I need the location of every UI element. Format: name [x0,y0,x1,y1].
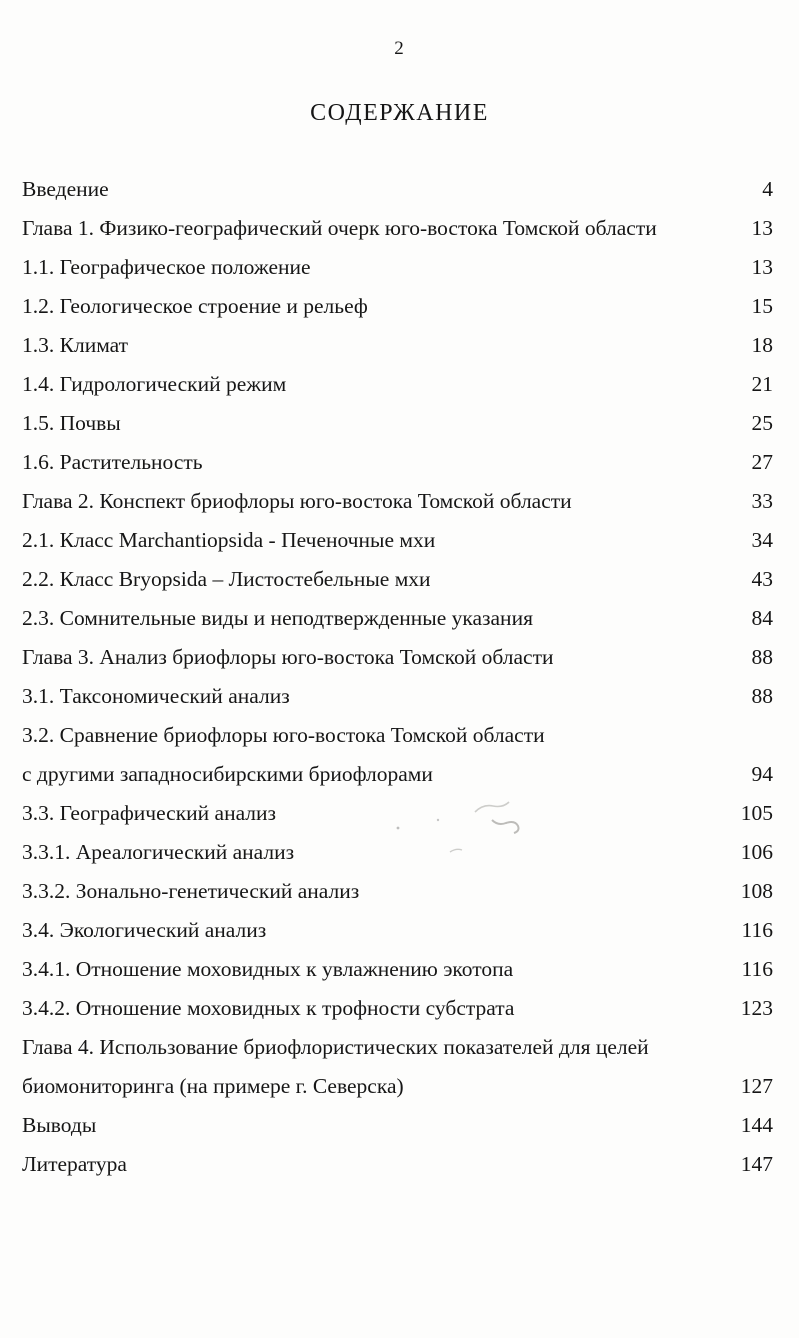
toc-entry-line: 1.5. Почвы [22,411,121,435]
toc-entry [22,911,773,950]
toc-entry-page: 18 [751,333,773,357]
toc-entry [22,287,773,326]
toc-entry [22,443,773,482]
toc-entry-label [22,911,266,950]
page-number: 2 [394,38,405,59]
toc-entry-line: 1.1. Географическое положение [22,255,311,279]
toc-entry [22,365,773,404]
toc-entry-page: 25 [751,411,773,435]
toc-entry-label [22,950,513,989]
toc-entry-label [22,872,359,911]
toc-entry-line: 2.3. Сомнительные виды и неподтвержденные указания [22,606,533,630]
toc-entry [22,1028,773,1106]
toc-entry [22,1106,773,1145]
toc-entry-page: 88 [751,684,773,708]
toc-entry-page: 13 [751,216,773,240]
toc-entry-page: 15 [751,294,773,318]
toc-entry [22,170,773,209]
toc-entry-line: Литература [22,1152,127,1176]
toc-entry-line: Введение [22,177,109,201]
toc-entry-label [22,560,431,599]
toc-entry-page: 123 [740,996,773,1020]
toc-entry-label [22,833,294,872]
toc-entry-page: 116 [741,918,773,942]
toc-entry-label [22,1028,649,1106]
toc-entry-page: 144 [740,1113,773,1137]
toc-entry-page: 147 [740,1152,773,1176]
toc-entry-page: 108 [740,879,773,903]
toc-entry [22,677,773,716]
toc-entry-label [22,287,368,326]
toc-entry-line: 2.1. Класс Marchantiopsida - Печеночные мхи [22,528,436,552]
table-of-contents [22,170,773,1184]
toc-entry [22,833,773,872]
toc-entry [22,248,773,287]
toc-entry [22,482,773,521]
toc-entry [22,989,773,1028]
toc-entry [22,716,773,794]
toc-entry-line: 1.4. Гидрологический режим [22,372,287,396]
toc-entry-line: 3.4.2. Отношение моховидных к трофности субстрата [22,996,515,1020]
toc-entry-line: 3.3.1. Ареалогический анализ [22,840,295,864]
toc-entry [22,599,773,638]
toc-entry [22,560,773,599]
toc-entry [22,794,773,833]
toc-entry-page: 4 [762,177,773,201]
toc-entry-line: Глава 4. Использование бриофлористических показателей для целей [22,1035,649,1059]
toc-entry-line: 1.6. Растительность [22,450,203,474]
toc-entry-line: 3.1. Таксономический анализ [22,684,290,708]
toc-entry-line: Выводы [22,1113,97,1137]
toc-entry-label [22,209,657,248]
toc-entry-page: 84 [751,606,773,630]
toc-entry-label [22,599,533,638]
toc-entry [22,209,773,248]
toc-entry-label [22,248,311,287]
toc-entry-line: 1.2. Геологическое строение и рельеф [22,294,368,318]
toc-entry-line: 1.3. Климат [22,333,129,357]
toc-entry-label [22,326,128,365]
toc-entry-page: 13 [751,255,773,279]
toc-entry-label [22,638,553,677]
toc-entry-page: 21 [751,372,773,396]
toc-entry-label [22,989,514,1028]
toc-entry [22,950,773,989]
toc-entry-page: 127 [740,1074,773,1098]
toc-entry [22,872,773,911]
toc-entry-page: 43 [751,567,773,591]
toc-entry-page: 94 [751,762,773,786]
toc-entry-label [22,482,572,521]
toc-entry-line: 3.3.2. Зонально-генетический анализ [22,879,360,903]
toc-entry-page: 33 [751,489,773,513]
toc-entry [22,326,773,365]
toc-entry-page: 105 [740,801,773,825]
toc-entry-line: Глава 2. Конспект бриофлоры юго-востока Томской области [22,489,572,513]
toc-entry [22,404,773,443]
toc-entry-label [22,170,109,209]
toc-entry-page: 116 [741,957,773,981]
toc-entry-page: 34 [751,528,773,552]
page-title: СОДЕРЖАНИЕ [310,100,489,126]
toc-entry-label [22,677,290,716]
toc-entry-line: 2.2. Класс Bryopsida – Листостебельные мхи [22,567,431,591]
toc-entry-line: 3.4. Экологический анализ [22,918,267,942]
toc-entry-label [22,1145,127,1184]
toc-entry-label [22,443,203,482]
toc-entry-line: 3.2. Сравнение бриофлоры юго-востока Томской области [22,723,545,747]
toc-entry-label [22,521,435,560]
toc-entry-page: 27 [751,450,773,474]
toc-entry [22,1145,773,1184]
toc-entry-label [22,365,286,404]
toc-entry-line: 3.4.1. Отношение моховидных к увлажнению экотопа [22,957,514,981]
toc-entry-label [22,794,276,833]
toc-entry-line: биомониторинга (на примере г. Северска) [22,1074,404,1098]
toc-entry-line: с другими западносибирскими бриофлорами [22,762,433,786]
toc-entry [22,521,773,560]
toc-entry-line: 3.3. Географический анализ [22,801,277,825]
toc-entry-page: 106 [740,840,773,864]
toc-entry-page: 88 [751,645,773,669]
toc-entry [22,638,773,677]
toc-entry-label [22,404,121,443]
toc-entry-line: Глава 1. Физико-географический очерк юго-востока Томской области [22,216,657,240]
toc-entry-label [22,1106,96,1145]
toc-entry-label [22,716,545,794]
toc-entry-line: Глава 3. Анализ бриофлоры юго-востока Томской области [22,645,554,669]
